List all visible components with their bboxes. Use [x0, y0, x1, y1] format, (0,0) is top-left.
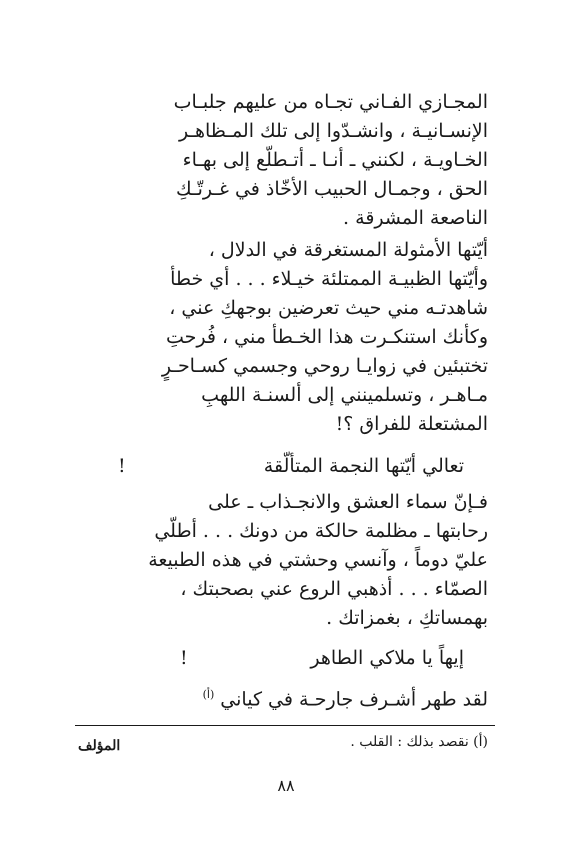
paragraph-1-line: الناصعة المشرقة . — [343, 207, 488, 229]
paragraph-3 — [68, 488, 488, 633]
exclamation-text: إيهاً يا ملاكي الطاهر — [310, 647, 464, 669]
footnote-marker: (أ) — [202, 688, 215, 701]
paragraph-3-line: فـإنّ سماء العشق والانجـذاب ـ على — [208, 491, 488, 513]
paragraph-1-line: المجـازي الفـاني تجـاه من عليهم جلبـاب — [173, 91, 488, 113]
author-label: المؤلف — [78, 738, 121, 754]
paragraph-2-line: تختبئين في زوايـا روحي وجسمي كسـاحـرٍ — [161, 355, 488, 377]
paragraph-2-line: أيّتها الأمثولة المستغرقة في الدلال ، — [208, 239, 488, 261]
footnote-divider — [75, 725, 495, 726]
paragraph-2 — [68, 236, 488, 439]
footnote — [350, 732, 488, 752]
exclamation-text: تعالي أيّتها النجمة المتألّقة — [263, 455, 464, 477]
paragraph-3-line: بهمساتكِ ، بغمزاتك . — [326, 607, 488, 629]
paragraph-3-line: رحابتها ـ مظلمة حالكة من دونك . . . أطلّي — [154, 520, 488, 542]
paragraph-2-line: مـاهـر ، وتسلمينني إلى ألسنـة اللهبِ — [201, 384, 488, 406]
paragraph-1-line: الإنسـانيـة ، وانشـدّوا إلى تلك المـظاهـر — [178, 120, 488, 142]
paragraph-1 — [68, 88, 488, 233]
exclamation-line-2 — [310, 644, 464, 673]
footnote-text: (أ) نقصد بذلك : القلب . — [350, 734, 488, 750]
paragraph-2-line: وكأنك استنكـرت هذا الخـطأ مني ، فُرحتِ — [165, 326, 488, 348]
exclamation-line-1 — [264, 452, 464, 481]
paragraph-1-line: الخـاويـة ، لكنني ـ أنـا ـ أتـطلّع إلى بهـاء — [182, 149, 488, 171]
paragraph-2-line: شاهدتـه مني حيث تعرضين بوجهكِ عني ، — [169, 297, 488, 319]
paragraph-1-line: الحق ، وجمـال الحبيب الأخّاذ في غـرتّـكِ — [176, 178, 488, 200]
paragraph-3-line: الصمّاء . . . أذهبي الروع عني بصحبتك ، — [180, 578, 488, 600]
page-number: ٨٨ — [277, 776, 295, 795]
paragraph-2-line: وأيّتها الظبيـة الممتلئة خيـلاء . . . أي خطأ — [170, 268, 488, 290]
exclamation-mark: ! — [180, 647, 188, 669]
paragraph-2-line: المشتعلة للفراق ؟! — [335, 413, 488, 435]
exclamation-mark: ! — [118, 455, 126, 477]
last-line — [203, 680, 488, 714]
paragraph-3-line: عليّ دوماً ، وآنسي وحشتي في هذه الطبيعة — [148, 549, 488, 571]
last-line-text: لقد طهر أشـرف جارحـة في كياني — [220, 688, 488, 711]
